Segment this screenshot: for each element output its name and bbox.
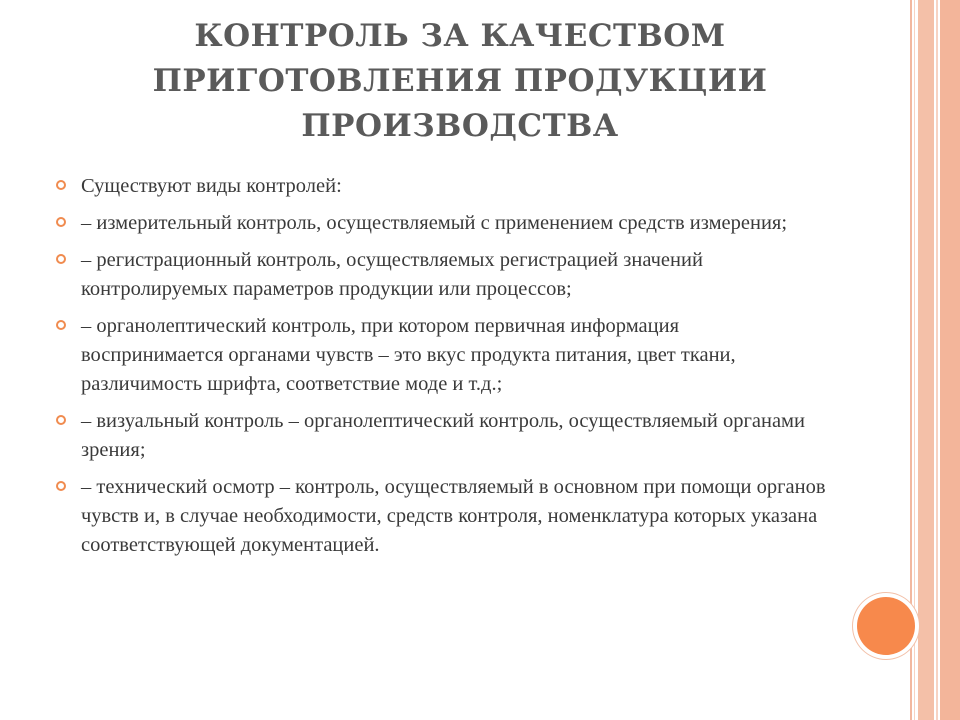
- ring-bullet-icon: [56, 320, 66, 330]
- list-item-text: Существуют виды контролей:: [81, 175, 342, 197]
- ring-bullet-icon: [56, 180, 66, 190]
- list-item: [56, 473, 826, 560]
- stripe: [918, 0, 934, 720]
- list-item: [56, 246, 826, 304]
- list-item: [56, 172, 826, 201]
- list-item-text: – визуальный контроль – органолептический контроль, осуществляемый органами зрения;: [81, 410, 805, 461]
- decorative-stripes: [910, 0, 960, 720]
- slide-title: [100, 14, 820, 149]
- title-line-2: ПРИГОТОВЛЕНИЯ ПРОДУКЦИИ: [152, 63, 768, 99]
- ring-bullet-icon: [56, 254, 66, 264]
- ring-bullet-icon: [56, 217, 66, 227]
- list-item-text: – органолептический контроль, при котором первичная информация воспринимается органами чувств – это вкус продукта питания, цвет ткани, различимость шрифта, соответствие моде и т.д.;: [81, 315, 736, 395]
- list-item-text: – измерительный контроль, осуществляемый с применением средств измерения;: [81, 212, 788, 234]
- title-line-3: ПРОИЗВОДСТВА: [301, 108, 619, 144]
- stripe: [940, 0, 960, 720]
- list-item: [56, 312, 826, 399]
- stripe: [914, 0, 915, 720]
- list-item-text: – регистрационный контроль, осуществляемых регистрацией значений контролируемых параметров продукции или процессов;: [81, 249, 703, 300]
- ring-bullet-icon: [56, 415, 66, 425]
- list-item-text: – технический осмотр – контроль, осуществляемый в основном при помощи органов чувств и, в случае необходимости, средств контроля, номенклатура которых указана соответствующей документацией.: [81, 476, 826, 556]
- list-item: [56, 407, 826, 465]
- title-line-1: КОНТРОЛЬ ЗА КАЧЕСТВОМ: [194, 18, 726, 54]
- stripe: [936, 0, 938, 720]
- decorative-circle: [857, 597, 915, 655]
- list-item: [56, 209, 826, 238]
- bullet-list: [56, 172, 826, 568]
- ring-bullet-icon: [56, 481, 66, 491]
